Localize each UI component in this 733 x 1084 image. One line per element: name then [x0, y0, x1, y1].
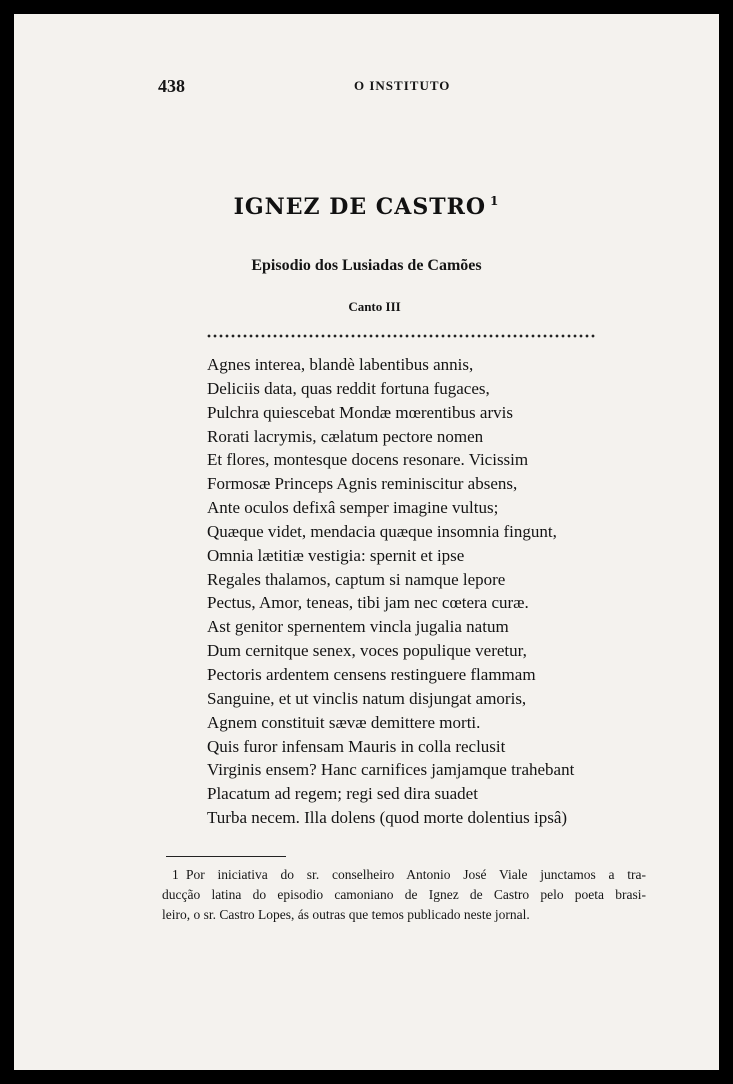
verse-line: Deliciis data, quas reddit fortuna fugaces, — [207, 378, 490, 398]
page-number: 438 — [158, 76, 185, 96]
verse-line: Et flores, montesque docens resonare. Vicissim — [207, 450, 529, 470]
verse-line: Pectus, Amor, teneas, tibi jam nec cœtera curæ. — [207, 593, 529, 613]
verse-line: Pulchra quiescebat Mondæ mœrentibus arvis — [207, 402, 513, 422]
footnote-line — [162, 865, 646, 885]
canto-label: Canto III — [348, 299, 401, 314]
footnote — [162, 865, 646, 925]
verse-line: Omnia lætitiæ vestigia: spernit et ipse — [207, 545, 465, 565]
running-head: O INSTITUTO — [354, 78, 451, 93]
verse-line: Turba necem. Illa dolens (quod morte dolentius ipsâ) — [207, 808, 568, 828]
footnote-number: 1 — [172, 867, 179, 882]
bleed-through-text — [314, 126, 318, 143]
poem-subtitle: Episodio dos Lusiadas de Camões — [251, 257, 482, 274]
poem-title-text: IGNEZ DE CASTRO — [233, 194, 487, 220]
poem-verses — [207, 353, 607, 830]
verse-line: Virginis ensem? Hanc carnifices jamjamque trahebant — [207, 760, 575, 780]
verse-line: Regales thalamos, captum si namque lepore — [207, 569, 506, 589]
verse-line: Agnem constituit sævæ demittere morti. — [207, 712, 481, 732]
verse-line: Ante oculos defixâ semper imagine vultus; — [207, 498, 499, 518]
page-header — [14, 76, 719, 96]
document-page — [14, 14, 719, 1070]
verse-line: Quæque videt, mendacia quæque insomnia fingunt, — [207, 521, 557, 541]
verse-line: Agnes interea, blandè labentibus annis, — [207, 355, 474, 374]
footnote-line-text: Por iniciativa do sr. conselheiro Antonio José Viale junctamos a tra- — [186, 867, 646, 882]
poem-title — [14, 194, 719, 220]
footnote-mark: 1 — [490, 194, 500, 208]
footnote-rule — [166, 856, 286, 857]
verse-line: Placatum ad regem; regi sed dira suadet — [207, 784, 478, 804]
verse-line: Dum cernitque senex, voces populique veretur, — [207, 641, 527, 661]
verse-line: Sanguine, et ut vinclis natum disjungat amoris, — [207, 688, 527, 708]
verse-line: Ast genitor spernentem vincla jugalia natum — [207, 617, 509, 637]
verse-line: Pectoris ardentem censens restinguere flammam — [207, 664, 536, 684]
verse-line: Rorati lacrymis, cælatum pectore nomen — [207, 426, 484, 446]
footnote-line: leiro, o sr. Castro Lopes, ás outras que temos publicado neste jornal. — [162, 907, 530, 922]
verse-line: Formosæ Princeps Agnis reminiscitur absens, — [207, 474, 518, 494]
ellipsis-divider — [206, 334, 596, 338]
verse-line: Quis furor infensam Mauris in colla reclusit — [207, 736, 506, 756]
footnote-line: ducção latina do episodio camoniano de Ignez de Castro pelo poeta brasi- — [162, 887, 646, 902]
